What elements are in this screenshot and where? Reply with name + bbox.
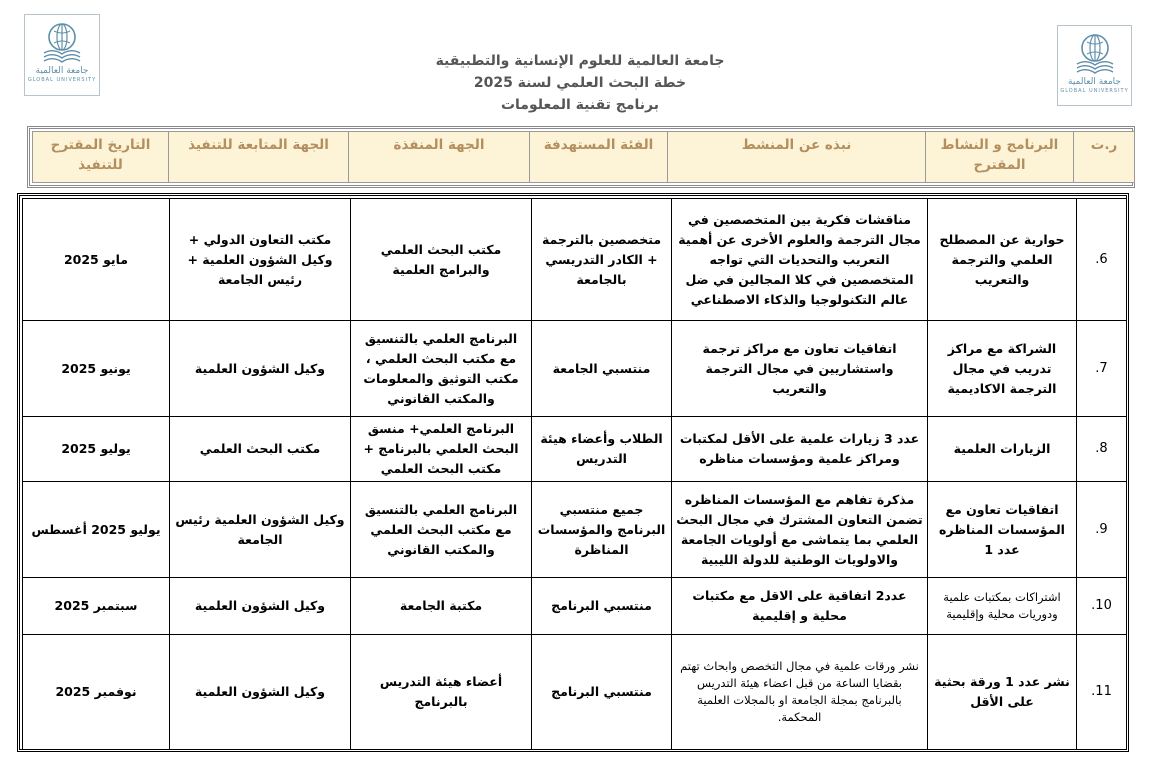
row-follow-up: وكيل الشؤون العلمية <box>170 321 351 417</box>
logo-arabic-text: جامعة العالمية <box>1068 77 1121 87</box>
table-row <box>23 578 1127 635</box>
header-executor: الجهة المنفذة <box>349 132 530 183</box>
row-executor: البرنامج العلمي بالتنسيق مع مكتب البحث العلمي والمكتب القانوني <box>351 482 532 578</box>
document-titles <box>300 50 860 116</box>
row-description: عدد 3 زيارات علمية على الأقل لمكتبات ومراكز علمية ومؤسسات مناظره <box>672 417 928 482</box>
row-executor: أعضاء هيئة التدريس بالبرنامج <box>351 635 532 750</box>
row-num: 10. <box>1077 578 1127 635</box>
logo-english-text: GLOBAL UNIVERSITY <box>27 77 97 83</box>
row-target: منتسبي البرنامج <box>532 578 672 635</box>
row-follow-up: وكيل الشؤون العلمية <box>170 635 351 750</box>
row-program: الزيارات العلمية <box>928 417 1077 482</box>
row-executor: مكتب البحث العلمي والبرامج العلمية <box>351 199 532 321</box>
row-program: نشر عدد 1 ورقة بحثية على الأقل <box>928 635 1077 750</box>
row-num: 6. <box>1077 199 1127 321</box>
university-name: جامعة العالمية للعلوم الإنسانية والتطبيقية <box>435 53 725 69</box>
row-follow-up: مكتب التعاون الدولي + وكيل الشؤون العلمية + رئيس الجامعة <box>170 199 351 321</box>
globe-book-icon <box>40 21 84 65</box>
header-num: ر.ت <box>1074 132 1135 183</box>
row-date: يوليو 2025 أغسطس <box>23 482 170 578</box>
header-follow-up: الجهة المتابعة للتنفيذ <box>169 132 349 183</box>
row-num: 9. <box>1077 482 1127 578</box>
row-description: مذكرة تفاهم مع المؤسسات المناظره تضمن التعاون المشترك في مجال البحث العلمي بما يتماشى مع أولويات الجامعة والاولويات الوطنية للدولة الليبية <box>672 482 928 578</box>
row-description: اتفاقيات تعاون مع مراكز ترجمة واستشاريين في مجال الترجمة والتعريب <box>672 321 928 417</box>
row-target: الطلاب وأعضاء هيئة التدريس <box>532 417 672 482</box>
plan-table <box>22 198 1127 750</box>
row-executor: البرنامج العلمي بالتنسيق مع مكتب البحث العلمي ، مكتب التوثيق والمعلومات والمكتب القانوني <box>351 321 532 417</box>
row-date: يونيو 2025 <box>23 321 170 417</box>
row-date: يوليو 2025 <box>23 417 170 482</box>
row-date: نوفمبر 2025 <box>23 635 170 750</box>
table-row <box>23 321 1127 417</box>
row-description: نشر ورقات علمية في مجال التخصص وابحاث تهتم بقضايا الساعة من قبل اعضاء هيئة التدريس بالبرنامج بمجلة الجامعة او بالمجلات العلمية المحكمة. <box>672 635 928 750</box>
row-program: اتفاقيات تعاون مع المؤسسات المناظره عدد 1 <box>928 482 1077 578</box>
row-program: اشتراكات بمكتبات علمية ودوريات محلية وإقليمية <box>928 578 1077 635</box>
row-follow-up: وكيل الشؤون العلمية <box>170 578 351 635</box>
header-target: الفئة المستهدفة <box>530 132 668 183</box>
table-row <box>23 199 1127 321</box>
row-num: 11. <box>1077 635 1127 750</box>
row-date: مايو 2025 <box>23 199 170 321</box>
header-frame <box>27 126 1135 188</box>
header-row <box>33 132 1135 183</box>
row-num: 8. <box>1077 417 1127 482</box>
university-logo-left <box>24 14 100 96</box>
row-target: متخصصين بالترجمة + الكادر التدريسي بالجامعة <box>532 199 672 321</box>
plan-title: خطة البحث العلمي لسنة 2025 <box>473 75 687 91</box>
program-name: برنامج تقنية المعلومات <box>500 97 660 113</box>
row-num: 7. <box>1077 321 1127 417</box>
table-row <box>23 417 1127 482</box>
row-executor: مكتبة الجامعة <box>351 578 532 635</box>
university-logo-right <box>1057 25 1132 106</box>
row-target: منتسبي البرنامج <box>532 635 672 750</box>
row-program: الشراكة مع مراكز تدريب في مجال الترجمة الاكاديمية <box>928 321 1077 417</box>
body-frame <box>17 193 1129 752</box>
table-row <box>23 482 1127 578</box>
header-table <box>32 131 1135 183</box>
globe-book-icon <box>1073 32 1117 76</box>
header-program: البرنامج و النشاط المقترح <box>926 132 1074 183</box>
header-description: نبذه عن المنشط <box>668 132 926 183</box>
header-date: التاريخ المقترح للتنفيذ <box>33 132 169 183</box>
row-follow-up: مكتب البحث العلمي <box>170 417 351 482</box>
row-description: عدد2 اتفاقية على الاقل مع مكتبات محلية و إقليمية <box>672 578 928 635</box>
row-date: سبتمبر 2025 <box>23 578 170 635</box>
row-target: منتسبي الجامعة <box>532 321 672 417</box>
table-row <box>23 635 1127 750</box>
row-follow-up: وكيل الشؤون العلمية رئيس الجامعة <box>170 482 351 578</box>
row-executor: البرنامج العلمي+ منسق البحث العلمي بالبرنامج + مكتب البحث العلمي <box>351 417 532 482</box>
row-description: مناقشات فكرية بين المتخصصين في مجال الترجمة والعلوم الأخرى عن أهمية التعريب والتحديات التي تواجه المتخصصين في كلا المجالين في ضل عالم التكنولوجيا والذكاء الاصطناعي <box>672 199 928 321</box>
logo-arabic-text: جامعة العالمية <box>35 66 89 76</box>
logo-english-text: GLOBAL UNIVERSITY <box>1060 88 1129 94</box>
row-program: حوارية عن المصطلح العلمي والترجمة والتعريب <box>928 199 1077 321</box>
row-target: جميع منتسبي البرنامج والمؤسسات المناظرة <box>532 482 672 578</box>
